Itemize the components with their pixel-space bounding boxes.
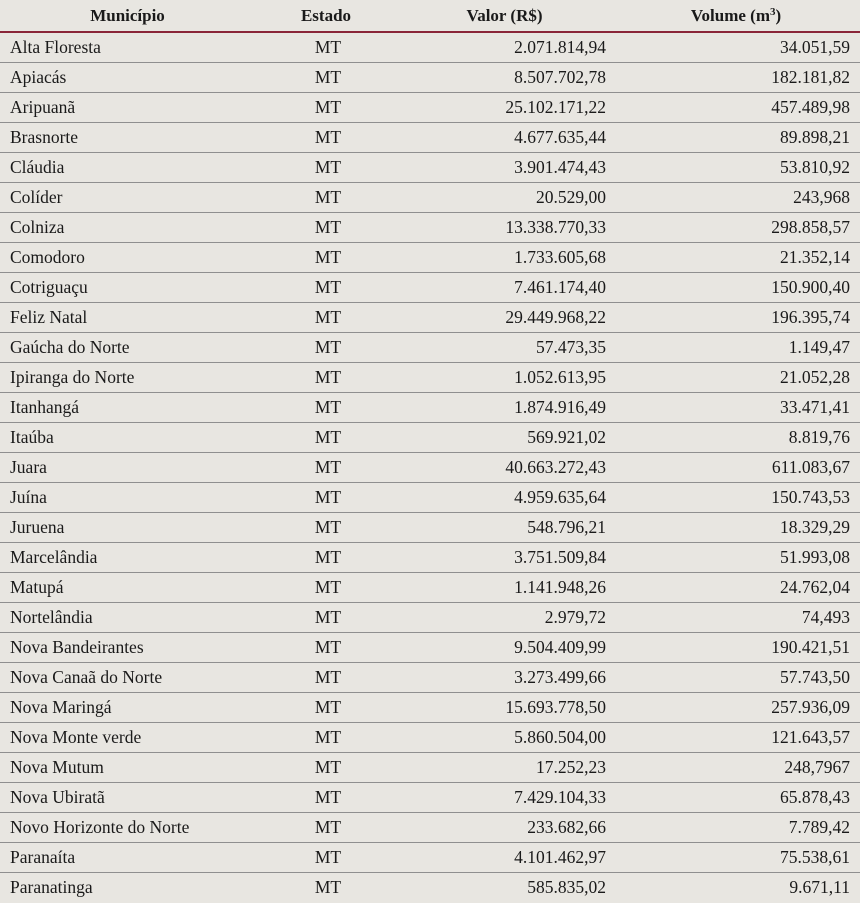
cell-estado: MT: [314, 877, 342, 897]
cell-municipio: Juruena: [0, 513, 255, 543]
table-row: [0, 213, 860, 243]
cell-estado: MT: [255, 32, 397, 63]
cell-volume: 18.329,29: [612, 513, 860, 543]
cell-volume: 74,493: [612, 603, 860, 633]
table-row: [0, 693, 860, 723]
cell-valor: 1.733.605,68: [397, 243, 612, 273]
cell-valor: 20.529,00: [397, 183, 612, 213]
cell-volume: 611.083,67: [612, 453, 860, 483]
cell-estado: MT: [255, 813, 397, 843]
cell-estado: MT: [255, 513, 397, 543]
table-row: [0, 333, 860, 363]
table-row: [0, 603, 860, 633]
cell-estado: MT: [255, 723, 397, 753]
cell-estado: MT: [255, 393, 397, 423]
header-municipio: Município: [0, 0, 255, 32]
cell-volume: 34.051,59: [612, 32, 860, 63]
cell-volume: 51.993,08: [612, 543, 860, 573]
cell-valor: 2.979,72: [397, 603, 612, 633]
table-row: [0, 753, 860, 783]
cell-municipio: Juína: [0, 483, 255, 513]
cell-volume: 21.352,14: [612, 243, 860, 273]
table-row: [0, 183, 860, 213]
cell-municipio: Nova Monte verde: [0, 723, 255, 753]
cell-municipio: Juara: [0, 453, 255, 483]
table-header: [0, 0, 860, 32]
cell-valor: 1.052.613,95: [397, 363, 612, 393]
cell-municipio: Colniza: [0, 213, 255, 243]
cell-valor: 3.901.474,43: [397, 153, 612, 183]
cell-valor: 4.101.462,97: [397, 843, 612, 873]
cell-estado: MT: [255, 543, 397, 573]
cell-valor: 15.693.778,50: [397, 693, 612, 723]
cell-valor: 17.252,23: [397, 753, 612, 783]
cell-valor: 25.102.171,22: [397, 93, 612, 123]
table-row: [0, 423, 860, 453]
cell-municipio: Itanhangá: [0, 393, 255, 423]
cell-municipio: Nova Canaã do Norte: [0, 663, 255, 693]
table-row: [0, 393, 860, 423]
cell-estado: MT: [255, 783, 397, 813]
cell-municipio: Nova Bandeirantes: [0, 633, 255, 663]
table-row: [0, 123, 860, 153]
cell-municipio: Brasnorte: [0, 123, 255, 153]
cell-volume: 150.743,53: [612, 483, 860, 513]
cell-estado: MT: [255, 693, 397, 723]
cell-valor: 2.071.814,94: [397, 32, 612, 63]
cell-municipio: Gaúcha do Norte: [0, 333, 255, 363]
cell-estado: MT: [255, 423, 397, 453]
table-row: [0, 723, 860, 753]
cell-valor: 1.874.916,49: [397, 393, 612, 423]
cell-valor: 7.461.174,40: [397, 273, 612, 303]
cell-valor: 1.141.948,26: [397, 573, 612, 603]
cell-estado: MT: [255, 633, 397, 663]
cell-estado: MT: [255, 243, 397, 273]
cell-volume: 21.052,28: [612, 363, 860, 393]
cell-municipio: Comodoro: [0, 243, 255, 273]
cell-valor: 3.751.509,84: [397, 543, 612, 573]
header-volume-label: Volume (m: [690, 5, 770, 25]
table-row: [0, 663, 860, 693]
cell-volume: 1.149,47: [612, 333, 860, 363]
cell-municipio: Colíder: [0, 183, 255, 213]
cell-volume: 9.671,11: [789, 877, 850, 897]
cell-valor: 4.959.635,64: [397, 483, 612, 513]
cell-volume: 8.819,76: [612, 423, 860, 453]
table-body: [0, 32, 860, 902]
cell-valor: 569.921,02: [397, 423, 612, 453]
cell-estado: MT: [255, 123, 397, 153]
cell-municipio: Novo Horizonte do Norte: [0, 813, 255, 843]
table-row: [0, 873, 860, 903]
cell-municipio: Nova Ubiratã: [0, 783, 255, 813]
header-row: [0, 0, 860, 32]
cell-municipio: Paranaíta: [0, 843, 255, 873]
cell-valor: 29.449.968,22: [397, 303, 612, 333]
cell-estado: MT: [255, 333, 397, 363]
cell-municipio: Cotriguaçu: [0, 273, 255, 303]
cell-estado: MT: [255, 273, 397, 303]
cell-estado: MT: [255, 483, 397, 513]
cell-volume: 53.810,92: [612, 153, 860, 183]
table-row: [0, 513, 860, 543]
cell-estado: MT: [255, 213, 397, 243]
cell-valor: 8.507.702,78: [397, 63, 612, 93]
cell-valor: 585.835,02: [527, 877, 606, 897]
cell-municipio: Marcelândia: [0, 543, 255, 573]
table-row: [0, 63, 860, 93]
cell-municipio: Nova Maringá: [0, 693, 255, 723]
cell-valor: 3.273.499,66: [397, 663, 612, 693]
table-row: [0, 813, 860, 843]
table-row: [0, 783, 860, 813]
cell-valor: 4.677.635,44: [397, 123, 612, 153]
cell-valor: 13.338.770,33: [397, 213, 612, 243]
cell-valor: 5.860.504,00: [397, 723, 612, 753]
cell-estado: MT: [255, 93, 397, 123]
cell-municipio: Itaúba: [0, 423, 255, 453]
cell-estado: MT: [255, 843, 397, 873]
cell-municipio: Paranatinga: [10, 877, 93, 897]
cell-estado: MT: [255, 753, 397, 783]
cell-volume: 65.878,43: [612, 783, 860, 813]
cell-estado: MT: [255, 603, 397, 633]
cell-volume: 75.538,61: [612, 843, 860, 873]
table-row: [0, 153, 860, 183]
cell-estado: MT: [255, 363, 397, 393]
header-valor: Valor (R$): [397, 0, 612, 32]
cell-valor: 9.504.409,99: [397, 633, 612, 663]
header-estado: Estado: [255, 0, 397, 32]
table-row: [0, 843, 860, 873]
cell-volume: 257.936,09: [612, 693, 860, 723]
table-row: [0, 363, 860, 393]
cell-valor: 548.796,21: [397, 513, 612, 543]
header-volume: [612, 0, 860, 32]
cell-municipio: Nortelândia: [0, 603, 255, 633]
cell-volume: 457.489,98: [612, 93, 860, 123]
cell-volume: 243,968: [612, 183, 860, 213]
table-row: [0, 633, 860, 663]
cell-volume: 121.643,57: [612, 723, 860, 753]
cell-volume: 248,7967: [612, 753, 860, 783]
table-row: [0, 93, 860, 123]
table-row: [0, 303, 860, 333]
cell-municipio: Nova Mutum: [0, 753, 255, 783]
cell-estado: MT: [255, 663, 397, 693]
cell-valor: 40.663.272,43: [397, 453, 612, 483]
cell-municipio: Ipiranga do Norte: [0, 363, 255, 393]
table-row: [0, 573, 860, 603]
table-row: [0, 453, 860, 483]
table-row: [0, 483, 860, 513]
cell-municipio: Apiacás: [0, 63, 255, 93]
table-row: [0, 273, 860, 303]
cell-valor: 233.682,66: [397, 813, 612, 843]
cell-municipio: Aripuanã: [0, 93, 255, 123]
cell-estado: MT: [255, 183, 397, 213]
cell-volume: 57.743,50: [612, 663, 860, 693]
cell-valor: 7.429.104,33: [397, 783, 612, 813]
cell-volume: 182.181,82: [612, 63, 860, 93]
cell-estado: MT: [255, 453, 397, 483]
cell-estado: MT: [255, 303, 397, 333]
header-volume-superscript: 3: [770, 5, 776, 18]
cell-volume: 33.471,41: [612, 393, 860, 423]
table-row: [0, 243, 860, 273]
cell-valor: 57.473,35: [397, 333, 612, 363]
cell-estado: MT: [255, 63, 397, 93]
cell-estado: MT: [255, 573, 397, 603]
header-volume-close: ): [775, 5, 782, 25]
cell-municipio: Alta Floresta: [0, 32, 255, 63]
cell-volume: 196.395,74: [612, 303, 860, 333]
cell-volume: 150.900,40: [612, 273, 860, 303]
cell-volume: 89.898,21: [612, 123, 860, 153]
cell-volume: 298.858,57: [612, 213, 860, 243]
table-row: [0, 32, 860, 63]
cell-estado: MT: [255, 153, 397, 183]
cell-volume: 190.421,51: [612, 633, 860, 663]
cell-municipio: Matupá: [0, 573, 255, 603]
cell-municipio: Cláudia: [0, 153, 255, 183]
cell-volume: 24.762,04: [612, 573, 860, 603]
cell-municipio: Feliz Natal: [0, 303, 255, 333]
cell-volume: 7.789,42: [612, 813, 860, 843]
table-row: [0, 543, 860, 573]
